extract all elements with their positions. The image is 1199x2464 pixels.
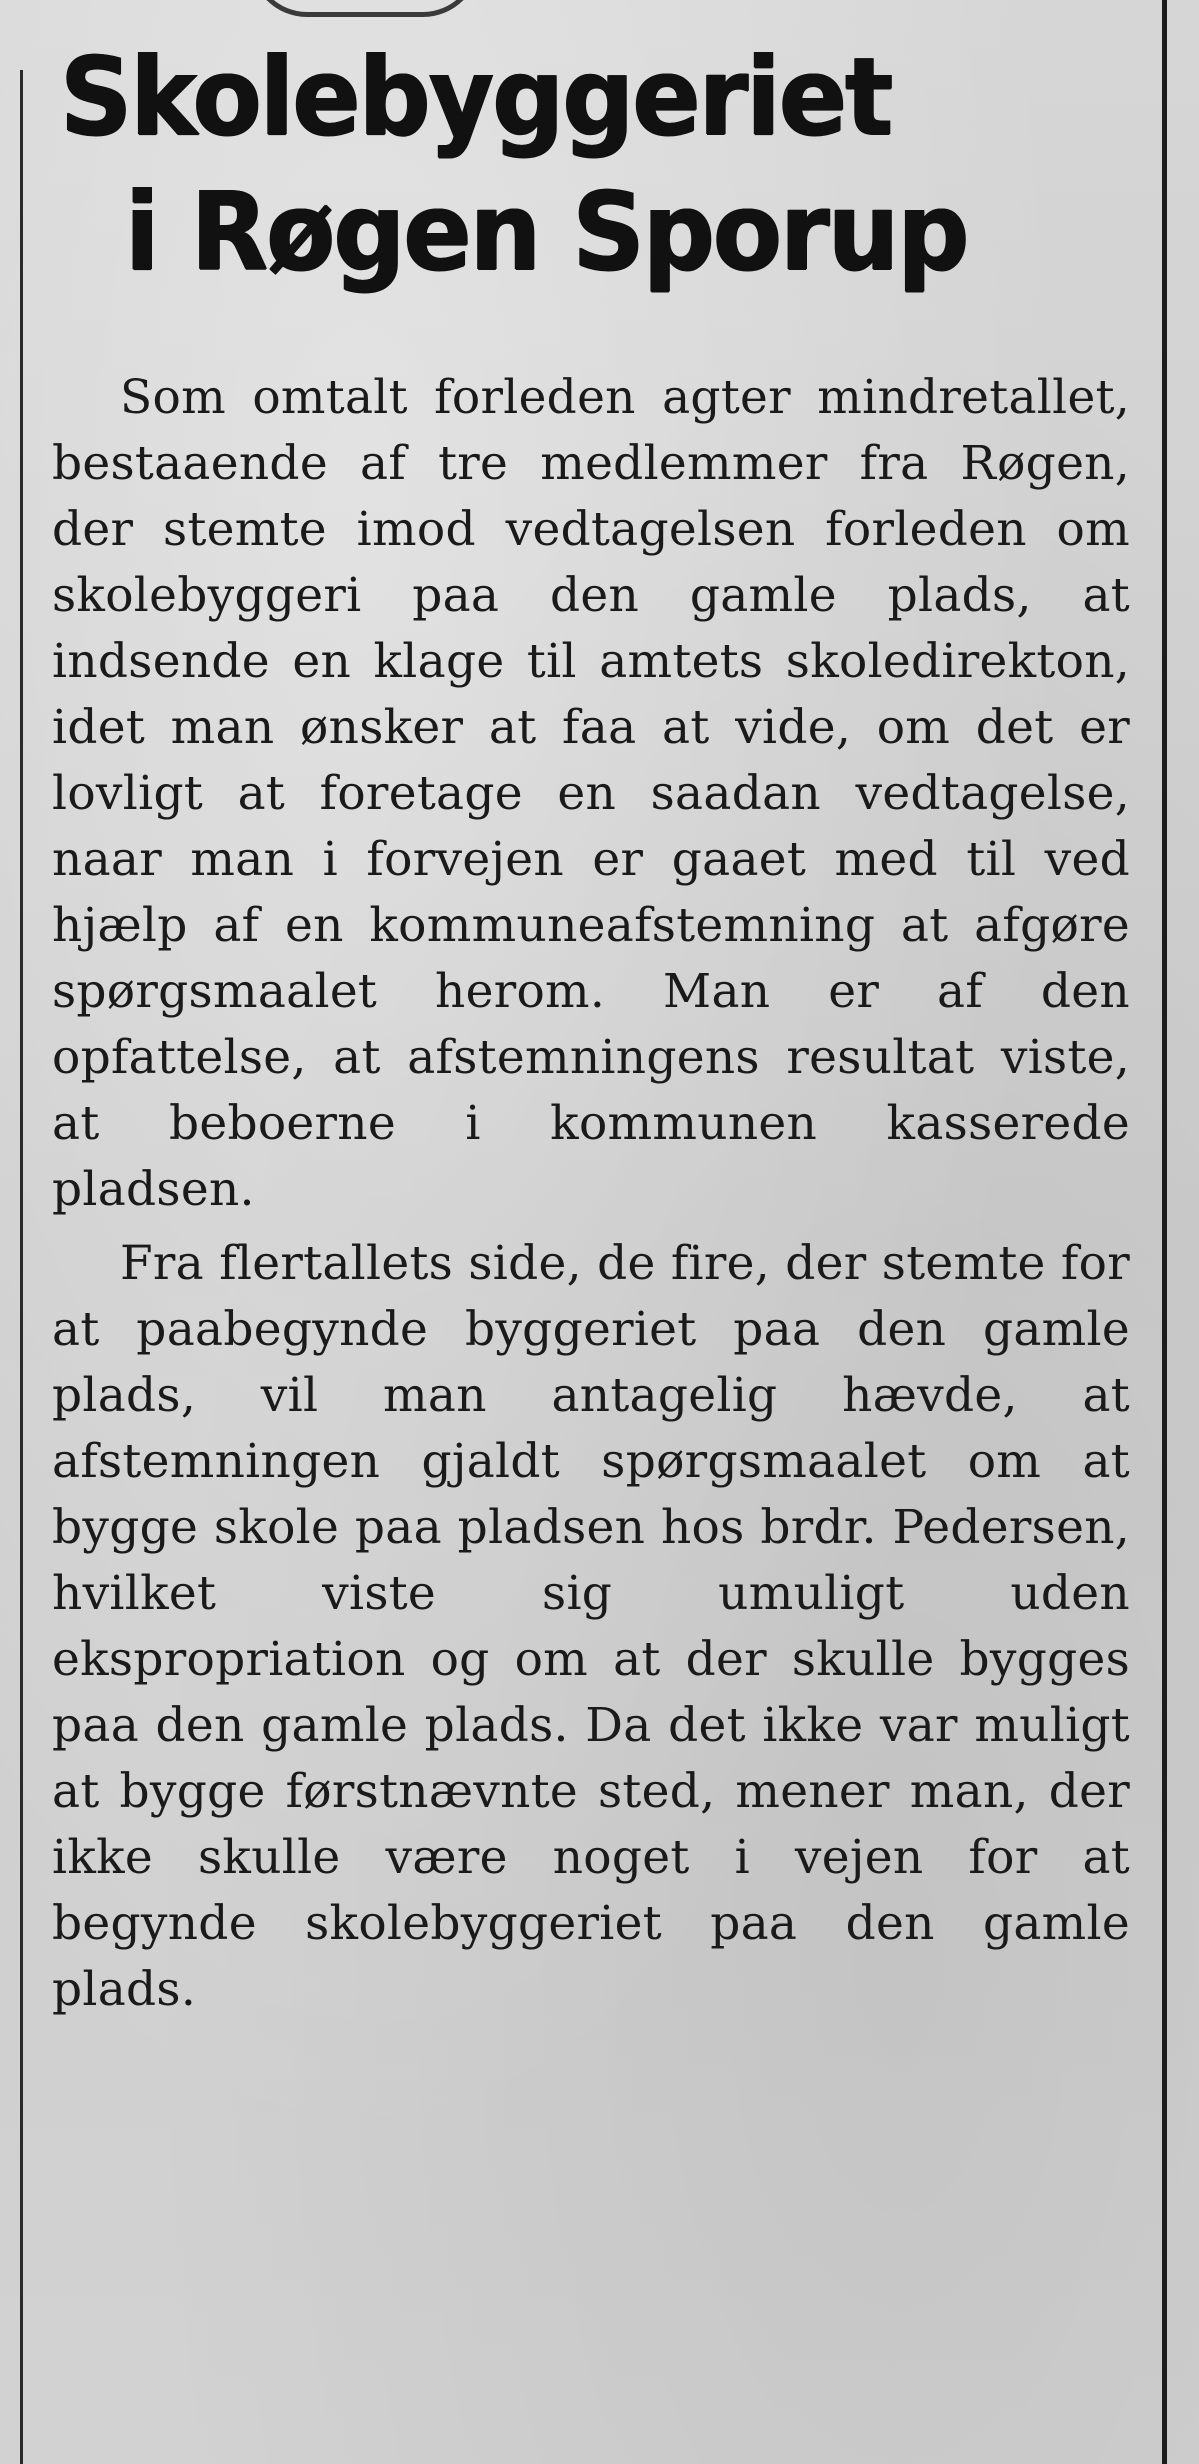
- column-rule-left: [20, 70, 23, 2464]
- article-paragraph-2: Fra flertallets side, de fire, der stemte for at paabegynde byggeriet paa den gamle plads, vil man antagelig hævde, at afstemningen gjaldt spørgsmaalet om at bygge skole paa pladsen hos brdr. Pedersen, hvilket viste sig umuligt uden ekspropriation og om at der skulle bygges paa den gamle plads. Da det ikke var muligt at bygge førstnævnte sted, mener man, der ikke skulle være noget i vejen for at begynde skolebyggeriet paa den gamle plads.: [52, 1236, 1130, 2017]
- article-paragraph-1: Som omtalt forleden agter mindretallet, bestaaende af tre medlemmer fra Røgen, der stemte imod vedtagelsen forleden om skolebyggeri paa den gamle plads, at indsende en klage til amtets skoledirekton, idet man ønsker at faa at vide, om det er lovligt at foretage en saadan vedtagelse, naar man i forvejen er gaaet med til ved hjælp af en kommuneafstemning at afgøre spørgsmaalet herom. Man er af den opfattelse, at afstemningens resultat viste, at beboerne i kommunen kasserede pladsen.: [52, 370, 1130, 1217]
- headline-line-1: Skolebyggeriet: [60, 35, 892, 160]
- column-rule-right: [1162, 0, 1167, 2464]
- headline: [60, 30, 1074, 300]
- ornament-decoration: [250, 0, 480, 17]
- article-body: [52, 365, 1130, 2031]
- headline-line-2: i Røgen Sporup: [125, 170, 968, 295]
